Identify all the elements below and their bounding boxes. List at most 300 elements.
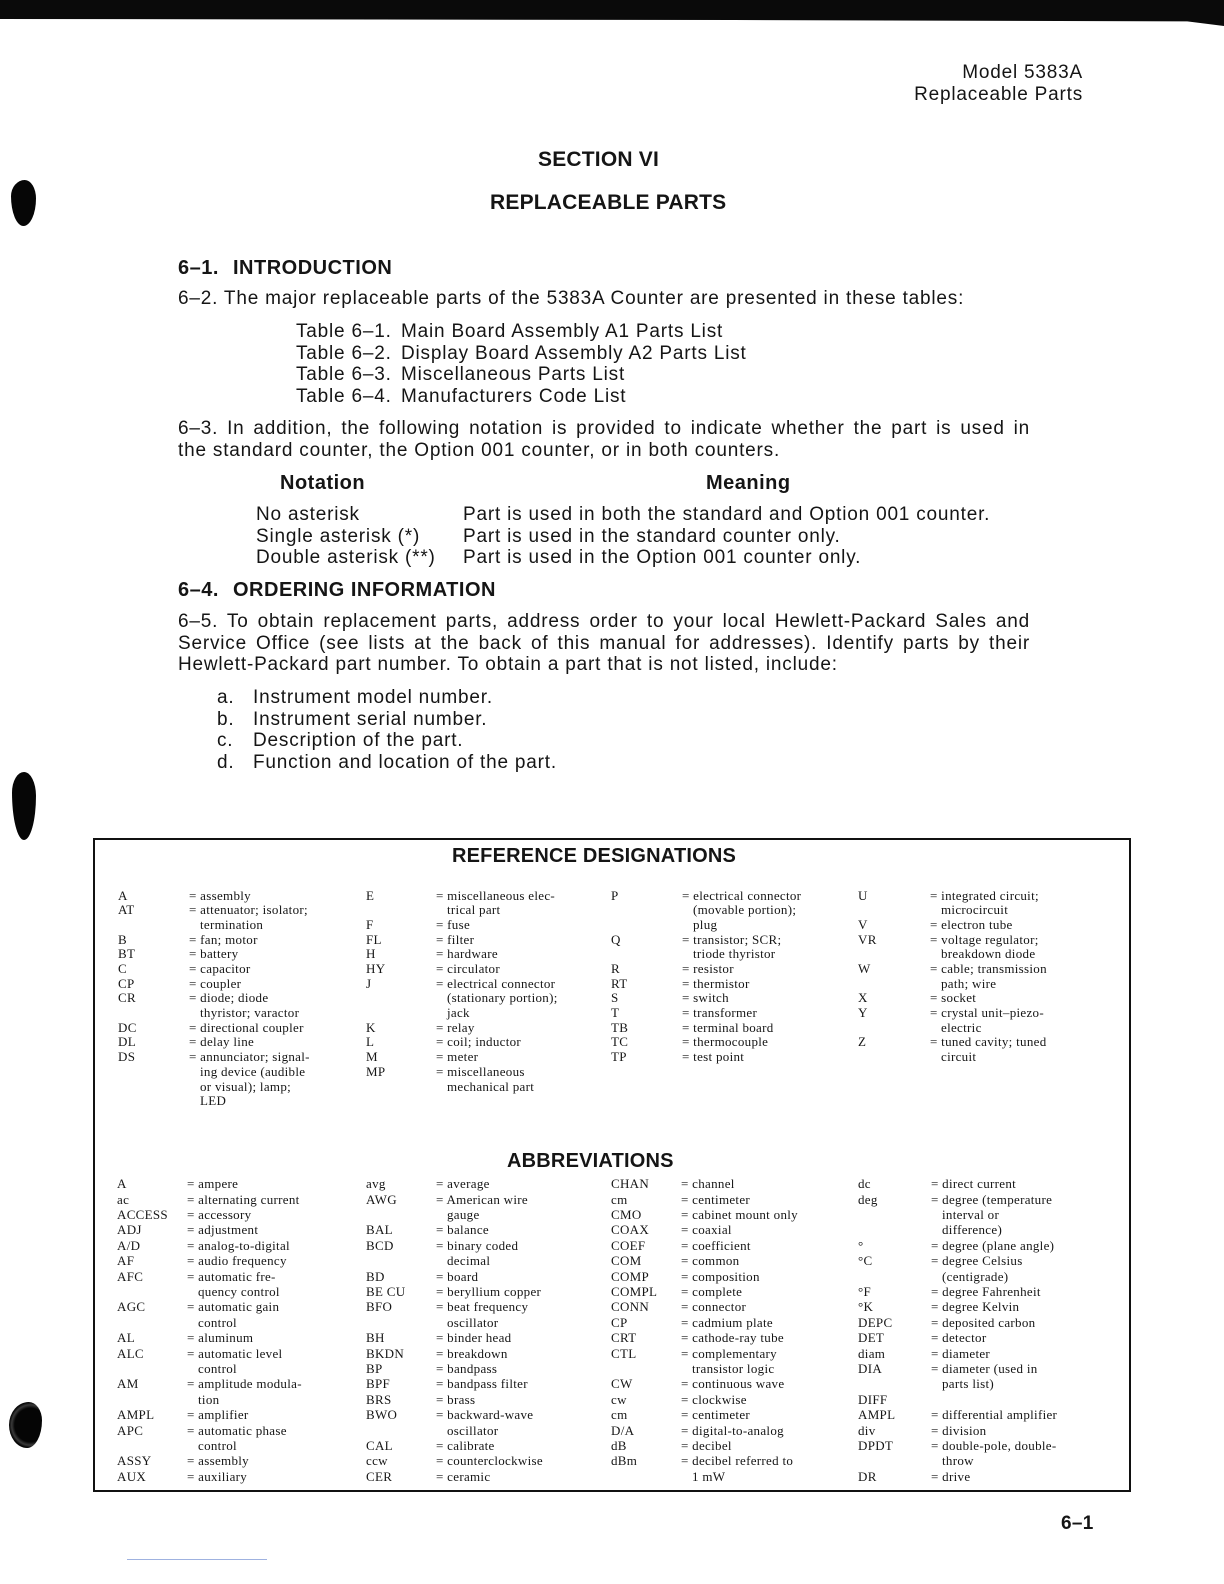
entry-code: K bbox=[366, 1019, 376, 1035]
list-letter: c. bbox=[217, 730, 234, 752]
abbreviation-entry bbox=[366, 1361, 543, 1376]
entry-line bbox=[366, 1469, 543, 1484]
designation-entry bbox=[118, 1035, 310, 1050]
entry-line bbox=[366, 1453, 543, 1468]
entry-code: cm bbox=[611, 1407, 628, 1423]
entry-code: DIFF bbox=[858, 1391, 888, 1407]
entry-code: BT bbox=[118, 946, 136, 962]
entry-meaning: = miscellaneous elec- bbox=[436, 887, 556, 903]
notation-column-header: Notation bbox=[280, 472, 366, 494]
abbreviation-entry bbox=[611, 1453, 798, 1484]
designation-column-3 bbox=[611, 889, 801, 1065]
entry-meaning: = binary coded bbox=[436, 1237, 519, 1253]
designation-entry bbox=[611, 1035, 801, 1050]
entry-line bbox=[118, 918, 310, 933]
entry-line bbox=[858, 1469, 1057, 1484]
entry-line bbox=[611, 1299, 798, 1314]
notation-cell: Double asterisk (**) bbox=[256, 547, 436, 569]
entry-line bbox=[117, 1253, 302, 1268]
abbreviation-entry bbox=[366, 1330, 543, 1345]
entry-meaning: = double-pole, double- bbox=[931, 1437, 1057, 1453]
entry-code: AGC bbox=[117, 1299, 146, 1315]
entry-meaning: = battery bbox=[189, 946, 239, 962]
entry-line bbox=[118, 991, 310, 1006]
designation-entry bbox=[858, 1035, 1047, 1064]
entry-line bbox=[858, 947, 1047, 962]
entry-line bbox=[366, 1192, 543, 1207]
entry-meaning: = relay bbox=[436, 1019, 475, 1035]
entry-line bbox=[611, 1407, 798, 1422]
entry-meaning: = miscellaneous bbox=[436, 1063, 525, 1079]
entry-line bbox=[366, 1315, 543, 1330]
entry-line bbox=[611, 1376, 798, 1391]
entry-meaning: = complete bbox=[681, 1284, 743, 1300]
entry-meaning: = coil; inductor bbox=[436, 1034, 522, 1050]
entry-code: BCD bbox=[366, 1237, 394, 1253]
entry-code: APC bbox=[117, 1422, 144, 1438]
entry-meaning: = crystal unit–piezo- bbox=[930, 1005, 1044, 1021]
entry-meaning: = alternating current bbox=[187, 1191, 300, 1207]
entry-code: COAX bbox=[611, 1222, 650, 1238]
abbreviation-entry bbox=[366, 1222, 543, 1237]
entry-line bbox=[858, 1006, 1047, 1021]
abbreviation-entry bbox=[117, 1376, 302, 1407]
running-header bbox=[914, 62, 1083, 106]
entry-line bbox=[117, 1269, 302, 1284]
hole-punch-shadow bbox=[12, 772, 36, 840]
reference-box bbox=[93, 838, 1131, 1492]
entry-code: dB bbox=[611, 1437, 627, 1453]
entry-line bbox=[611, 1284, 798, 1299]
entry-meaning: = accessory bbox=[187, 1207, 252, 1223]
designation-entry bbox=[611, 962, 801, 977]
entry-meaning: = transformer bbox=[682, 1005, 758, 1021]
entry-line bbox=[366, 933, 558, 948]
entry-line bbox=[118, 933, 310, 948]
entry-meaning: = direct current bbox=[931, 1176, 1017, 1192]
entry-line bbox=[366, 1050, 558, 1065]
entry-meaning: = degree Celsius bbox=[931, 1253, 1023, 1269]
section-number: SECTION VI bbox=[538, 148, 660, 171]
entry-meaning: = decibel referred to bbox=[681, 1453, 794, 1469]
abbreviation-entry bbox=[611, 1192, 798, 1207]
entry-meaning: = diameter bbox=[931, 1345, 991, 1361]
table-list-item bbox=[296, 364, 747, 386]
entry-meaning: difference) bbox=[942, 1222, 1003, 1238]
entry-line bbox=[366, 1176, 543, 1191]
entry-code: CR bbox=[118, 990, 136, 1006]
entry-code: cw bbox=[611, 1391, 627, 1407]
paragraph-line: the standard counter, the Option 001 counter, or in both counters. bbox=[178, 440, 781, 461]
entry-code: BKDN bbox=[366, 1345, 405, 1361]
entry-code: L bbox=[366, 1034, 375, 1050]
entry-meaning: = automatic level bbox=[187, 1345, 283, 1361]
entry-line bbox=[611, 1006, 801, 1021]
entry-code: TP bbox=[611, 1049, 627, 1065]
entry-meaning: = common bbox=[681, 1253, 740, 1269]
entry-meaning: = meter bbox=[436, 1049, 479, 1065]
entry-code: BD bbox=[366, 1268, 385, 1284]
abbreviation-entry bbox=[117, 1253, 302, 1268]
entry-code: H bbox=[366, 946, 376, 962]
entry-meaning: = average bbox=[436, 1176, 490, 1192]
entry-line bbox=[858, 1021, 1047, 1036]
list-text: Instrument serial number. bbox=[253, 708, 488, 730]
entry-code: DEPC bbox=[858, 1314, 893, 1330]
table-number: Table 6–3. bbox=[296, 364, 392, 386]
entry-meaning: = transistor; SCR; bbox=[682, 931, 782, 947]
entry-line bbox=[858, 933, 1047, 948]
entry-line bbox=[858, 1269, 1057, 1284]
entry-code: deg bbox=[858, 1191, 878, 1207]
entry-line bbox=[117, 1346, 302, 1361]
abbreviation-entry bbox=[366, 1469, 543, 1484]
entry-line bbox=[366, 889, 558, 904]
entry-code: R bbox=[611, 961, 620, 977]
entry-code: COMP bbox=[611, 1268, 650, 1284]
designation-entry bbox=[858, 918, 1047, 933]
entry-meaning: ing device (audible bbox=[200, 1063, 306, 1079]
table-title: Display Board Assembly A2 Parts List bbox=[401, 342, 747, 364]
designation-entry bbox=[366, 1050, 558, 1065]
entry-meaning: = composition bbox=[681, 1268, 760, 1284]
entry-line bbox=[611, 977, 801, 992]
entry-code: ° bbox=[858, 1237, 864, 1253]
entry-meaning: oscillator bbox=[447, 1422, 499, 1438]
entry-code: diam bbox=[858, 1345, 886, 1361]
entry-meaning: = electrical connector bbox=[682, 887, 802, 903]
entry-line bbox=[611, 1392, 798, 1407]
entry-meaning: = resistor bbox=[682, 961, 734, 977]
entry-meaning: or visual); lamp; bbox=[200, 1078, 292, 1094]
table-list-item bbox=[296, 386, 747, 408]
entry-meaning: interval or bbox=[942, 1207, 1000, 1223]
entry-meaning: = capacitor bbox=[189, 961, 251, 977]
entry-code: ASSY bbox=[117, 1453, 152, 1469]
entry-line bbox=[611, 1050, 801, 1065]
entry-line bbox=[858, 1376, 1057, 1391]
list-text: Description of the part. bbox=[253, 730, 464, 752]
abbreviation-entry bbox=[858, 1284, 1057, 1299]
entry-meaning: trical part bbox=[447, 902, 501, 918]
abbreviation-entry bbox=[611, 1392, 798, 1407]
entry-code: COEF bbox=[611, 1237, 646, 1253]
entry-code: DL bbox=[118, 1034, 136, 1050]
entry-line bbox=[117, 1407, 302, 1422]
entry-meaning: = balance bbox=[436, 1222, 489, 1238]
entry-meaning: = deposited carbon bbox=[931, 1314, 1036, 1330]
entry-code: CP bbox=[611, 1314, 628, 1330]
abbreviation-entry bbox=[117, 1423, 302, 1454]
entry-meaning: = aluminum bbox=[187, 1330, 254, 1346]
entry-code: CW bbox=[611, 1376, 633, 1392]
abbreviation-entry bbox=[366, 1453, 543, 1468]
entry-meaning: = cable; transmission bbox=[930, 961, 1047, 977]
designation-entry bbox=[366, 918, 558, 933]
entry-meaning: = ceramic bbox=[436, 1468, 491, 1484]
entry-meaning: = cadmium plate bbox=[681, 1314, 773, 1330]
entry-code: X bbox=[858, 990, 868, 1006]
entry-code: BP bbox=[366, 1360, 383, 1376]
designation-column-4 bbox=[858, 889, 1047, 1065]
entry-meaning: = directional coupler bbox=[189, 1019, 304, 1035]
table-number: Table 6–1. bbox=[296, 321, 392, 342]
entry-line bbox=[611, 1438, 798, 1453]
abbreviation-entry bbox=[858, 1330, 1057, 1345]
entry-line bbox=[611, 1269, 798, 1284]
abbreviation-entry bbox=[117, 1407, 302, 1422]
abbreviation-entry bbox=[117, 1176, 302, 1191]
entry-code: dc bbox=[858, 1176, 871, 1192]
entry-code: AT bbox=[118, 902, 135, 918]
entry-meaning: = bandpass bbox=[436, 1360, 498, 1376]
abbreviation-entry bbox=[611, 1176, 798, 1191]
entry-line bbox=[366, 1222, 543, 1237]
abbreviation-entry bbox=[366, 1376, 543, 1391]
abbreviation-entry bbox=[366, 1392, 543, 1407]
entry-meaning: = ampere bbox=[187, 1176, 239, 1192]
abbreviation-entry bbox=[611, 1238, 798, 1253]
entry-code: BWO bbox=[366, 1407, 398, 1423]
entry-meaning: = attenuator; isolator; bbox=[189, 902, 308, 918]
abbreviation-entry bbox=[858, 1176, 1057, 1191]
entry-meaning: (movable portion); bbox=[693, 902, 797, 918]
entry-line bbox=[611, 1176, 798, 1191]
abbreviation-column-1 bbox=[117, 1176, 302, 1484]
abbreviation-entry bbox=[611, 1299, 798, 1314]
list-item bbox=[217, 730, 557, 752]
abbreviation-entry bbox=[117, 1346, 302, 1377]
designation-entry bbox=[118, 903, 310, 932]
entry-meaning: = automatic phase bbox=[187, 1422, 287, 1438]
entry-meaning: = bandpass filter bbox=[436, 1376, 528, 1392]
entry-line bbox=[611, 1453, 798, 1468]
entry-meaning: = detector bbox=[931, 1330, 987, 1346]
entry-meaning: triode thyristor bbox=[693, 946, 776, 962]
list-text: Function and location of the part. bbox=[253, 751, 557, 773]
entry-meaning: parts list) bbox=[942, 1376, 995, 1392]
abbreviation-entry bbox=[366, 1192, 543, 1223]
abbreviation-entry bbox=[611, 1253, 798, 1268]
entry-line bbox=[118, 903, 310, 918]
entry-line bbox=[611, 1315, 798, 1330]
abbreviation-entry bbox=[611, 1438, 798, 1453]
entry-code: VR bbox=[858, 931, 877, 947]
entry-code: MP bbox=[366, 1063, 386, 1079]
entry-line bbox=[858, 1284, 1057, 1299]
entry-code: avg bbox=[366, 1176, 386, 1192]
designation-entry bbox=[118, 991, 310, 1020]
entry-code: Y bbox=[858, 1005, 868, 1021]
entry-line bbox=[858, 962, 1047, 977]
entry-line bbox=[117, 1284, 302, 1299]
designation-entry bbox=[118, 933, 310, 948]
entry-code: ADJ bbox=[117, 1222, 142, 1238]
entry-line bbox=[117, 1392, 302, 1407]
abbreviation-entry bbox=[366, 1238, 543, 1269]
entry-line bbox=[611, 962, 801, 977]
entry-meaning: = cabinet mount only bbox=[681, 1207, 798, 1223]
entry-code: °C bbox=[858, 1253, 873, 1269]
heading-introduction bbox=[178, 257, 392, 279]
entry-line bbox=[611, 1469, 798, 1484]
section-title: REPLACEABLE PARTS bbox=[490, 191, 727, 214]
list-item bbox=[217, 687, 557, 709]
entry-meaning: microcircuit bbox=[941, 902, 1009, 918]
abbreviation-entry bbox=[611, 1330, 798, 1345]
entry-code: COMPL bbox=[611, 1284, 658, 1300]
entry-line bbox=[858, 1453, 1057, 1468]
abbreviation-entry bbox=[117, 1192, 302, 1207]
entry-line bbox=[366, 947, 558, 962]
entry-meaning: = channel bbox=[681, 1176, 735, 1192]
entry-line bbox=[366, 1207, 543, 1222]
entry-line bbox=[858, 1299, 1057, 1314]
abbreviation-entry bbox=[611, 1376, 798, 1391]
designation-entry bbox=[118, 962, 310, 977]
abbreviation-entry bbox=[117, 1207, 302, 1222]
entry-line bbox=[858, 1238, 1057, 1253]
entry-line bbox=[117, 1222, 302, 1237]
entry-line bbox=[117, 1453, 302, 1468]
entry-line bbox=[611, 947, 801, 962]
entry-meaning: quency control bbox=[198, 1284, 280, 1300]
designation-entry bbox=[118, 889, 310, 904]
entry-line bbox=[117, 1423, 302, 1438]
abbreviation-entry bbox=[611, 1407, 798, 1422]
header-model: Model 5383A bbox=[962, 62, 1083, 83]
entry-meaning: = auxiliary bbox=[187, 1468, 248, 1484]
entry-line bbox=[366, 991, 558, 1006]
abbreviation-entry bbox=[858, 1392, 1057, 1423]
entry-code: BPF bbox=[366, 1376, 391, 1392]
designation-entry bbox=[858, 1006, 1047, 1035]
entry-meaning: = decibel bbox=[681, 1437, 732, 1453]
entry-line bbox=[366, 1269, 543, 1284]
heading-number: 6–4. bbox=[178, 579, 219, 601]
entry-meaning: plug bbox=[693, 916, 718, 932]
entry-meaning: = degree (plane angle) bbox=[931, 1237, 1055, 1253]
abbreviation-entry bbox=[858, 1469, 1057, 1484]
entry-code: J bbox=[366, 975, 372, 991]
list-letter: b. bbox=[217, 708, 235, 730]
entry-line bbox=[366, 1253, 543, 1268]
entry-line bbox=[117, 1361, 302, 1376]
entry-line bbox=[858, 1438, 1057, 1453]
table-list bbox=[296, 321, 747, 407]
entry-meaning: = diameter (used in bbox=[931, 1360, 1038, 1376]
designation-entry bbox=[366, 1021, 558, 1036]
abbreviation-entry bbox=[366, 1438, 543, 1453]
abbreviation-entry bbox=[858, 1253, 1057, 1284]
entry-code: DC bbox=[118, 1019, 137, 1035]
entry-meaning: oscillator bbox=[447, 1314, 499, 1330]
entry-line bbox=[858, 889, 1047, 904]
entry-code: AM bbox=[117, 1376, 139, 1392]
entry-line bbox=[366, 1361, 543, 1376]
entry-code: HY bbox=[366, 961, 386, 977]
entry-line bbox=[366, 1238, 543, 1253]
entry-code: AFC bbox=[117, 1268, 144, 1284]
entry-code: A bbox=[118, 887, 128, 903]
entry-line bbox=[366, 1423, 543, 1438]
entry-code: S bbox=[611, 990, 619, 1006]
entry-line bbox=[117, 1376, 302, 1391]
entry-code: ACCESS bbox=[117, 1207, 168, 1223]
entry-meaning: control bbox=[198, 1314, 237, 1330]
entry-line bbox=[611, 1330, 798, 1345]
entry-code: Z bbox=[858, 1034, 867, 1050]
entry-line bbox=[118, 977, 310, 992]
entry-meaning: = complementary bbox=[681, 1345, 777, 1361]
abbreviation-entry bbox=[858, 1438, 1057, 1469]
entry-line bbox=[858, 977, 1047, 992]
entry-meaning: = backward-wave bbox=[436, 1407, 534, 1423]
entry-code: BE CU bbox=[366, 1284, 406, 1300]
meaning-cell: Part is used in the standard counter only. bbox=[463, 525, 841, 547]
entry-line bbox=[366, 1006, 558, 1021]
designation-entry bbox=[858, 889, 1047, 918]
entry-line bbox=[366, 1284, 543, 1299]
entry-line bbox=[611, 1361, 798, 1376]
entry-meaning: = audio frequency bbox=[187, 1253, 287, 1269]
entry-line bbox=[858, 1035, 1047, 1050]
entry-code: M bbox=[366, 1049, 378, 1065]
designation-entry bbox=[118, 1050, 310, 1109]
entry-code: DPDT bbox=[858, 1437, 894, 1453]
entry-code: COM bbox=[611, 1253, 642, 1269]
entry-meaning: transistor logic bbox=[692, 1360, 775, 1376]
entry-meaning: = annunciator; signal- bbox=[189, 1049, 310, 1065]
entry-code: CONN bbox=[611, 1299, 650, 1315]
paragraph-6-5 bbox=[178, 611, 1030, 676]
abbreviations-title: ABBREVIATIONS bbox=[507, 1150, 674, 1172]
abbreviation-entry bbox=[366, 1299, 543, 1330]
list-text: Instrument model number. bbox=[253, 687, 493, 708]
entry-meaning: = degree (temperature bbox=[931, 1191, 1053, 1207]
entry-meaning: = automatic fre- bbox=[187, 1268, 276, 1284]
entry-line bbox=[118, 1065, 310, 1080]
entry-code: CMO bbox=[611, 1207, 642, 1223]
entry-code: ALC bbox=[117, 1345, 144, 1361]
entry-meaning: = circulator bbox=[436, 961, 500, 977]
entry-line bbox=[611, 1035, 801, 1050]
abbreviation-entry bbox=[858, 1423, 1057, 1438]
entry-meaning: 1 mW bbox=[692, 1468, 726, 1484]
abbreviation-entry bbox=[611, 1207, 798, 1222]
notation-row bbox=[256, 526, 990, 548]
entry-line bbox=[117, 1469, 302, 1484]
entry-line bbox=[366, 1330, 543, 1345]
abbreviation-entry bbox=[858, 1299, 1057, 1314]
entry-line bbox=[117, 1192, 302, 1207]
entry-code: TB bbox=[611, 1019, 629, 1035]
entry-meaning: = filter bbox=[436, 931, 475, 947]
abbreviation-entry bbox=[117, 1269, 302, 1300]
entry-code: D/A bbox=[611, 1422, 635, 1438]
entry-meaning: = American wire bbox=[436, 1191, 528, 1207]
entry-code: CTL bbox=[611, 1345, 637, 1361]
entry-meaning: throw bbox=[942, 1453, 974, 1469]
entry-code: A bbox=[117, 1176, 127, 1192]
entry-code: dBm bbox=[611, 1453, 638, 1469]
abbreviation-entry bbox=[117, 1453, 302, 1468]
list-item bbox=[217, 752, 557, 774]
entry-line bbox=[366, 1035, 558, 1050]
entry-meaning: = test point bbox=[682, 1049, 745, 1065]
entry-meaning: = switch bbox=[682, 990, 729, 1006]
abbreviation-entry bbox=[858, 1346, 1057, 1361]
